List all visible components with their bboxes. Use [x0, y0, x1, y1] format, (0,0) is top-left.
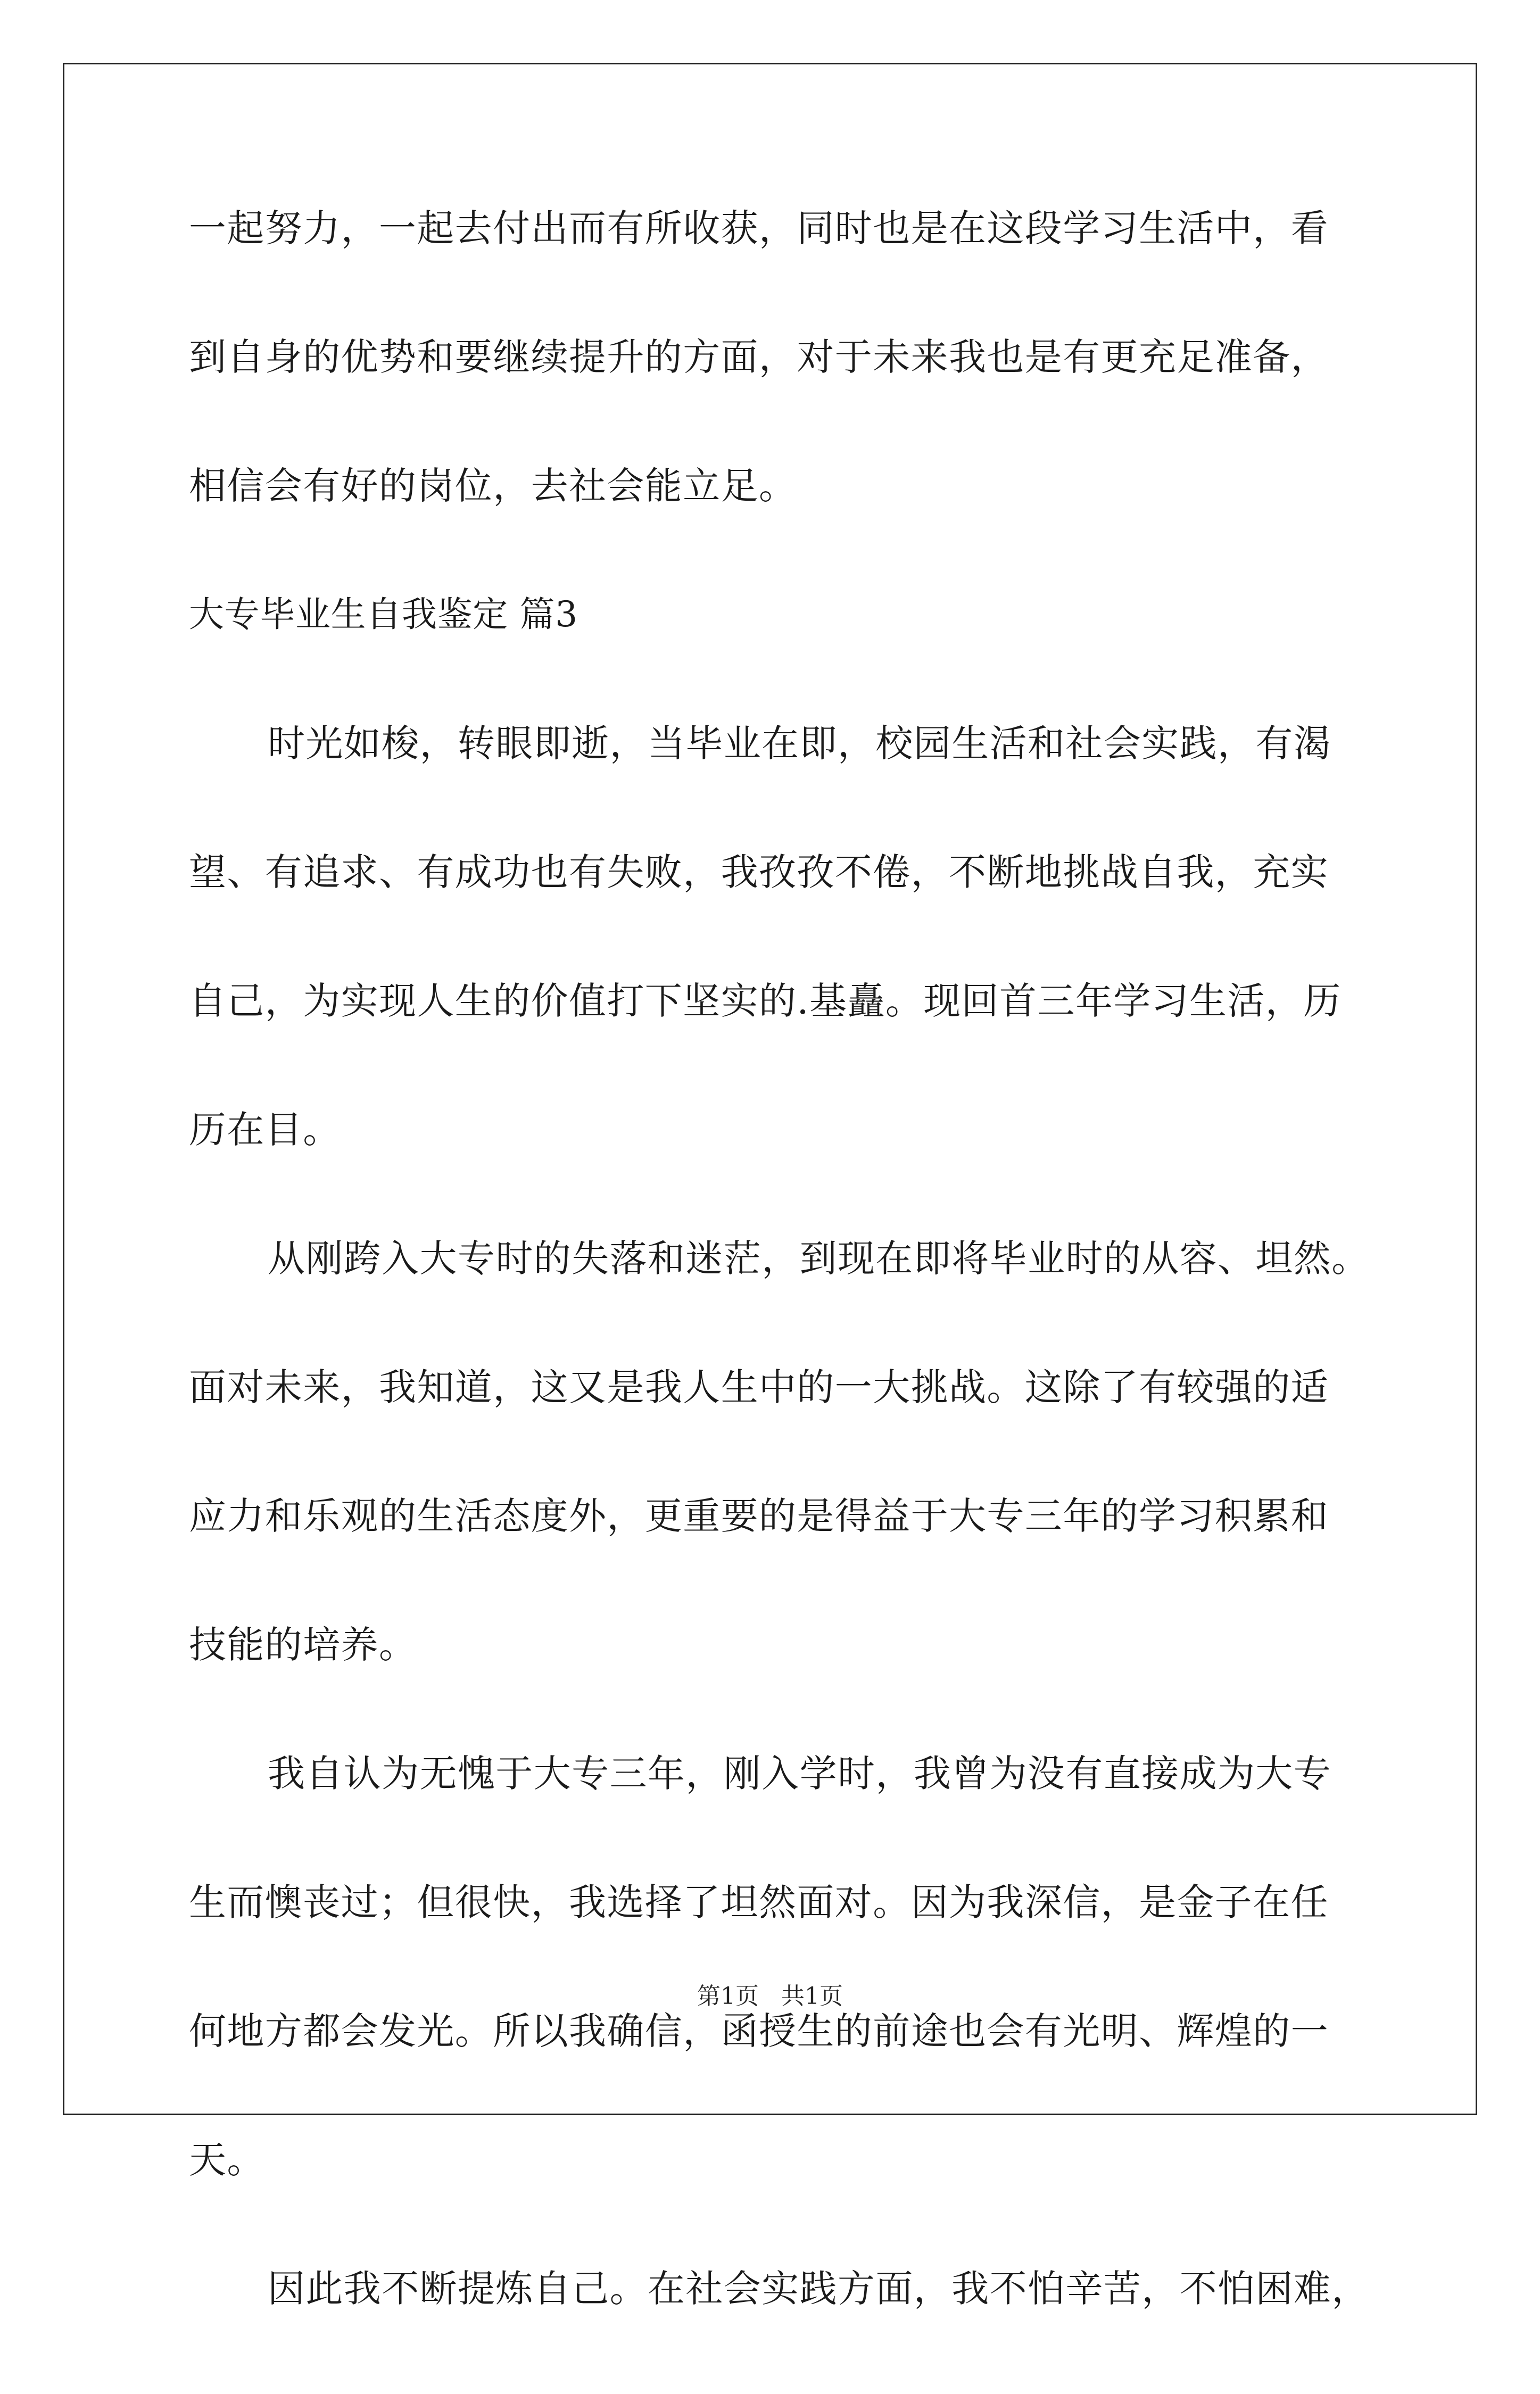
section-heading: 大专毕业生自我鉴定 篇3 [189, 594, 578, 635]
document-body [189, 205, 1370, 2394]
paragraph-3-line-3: 何地方都会发光。所以我确信，函授生的前途也会有光明、辉煌的一 [189, 2009, 1329, 2053]
paragraph-2-line-4: 技能的培养。 [189, 1623, 417, 1667]
paragraph-1-line-3: 自己，为实现人生的价值打下坚实的.基矗。现回首三年学习生活，历 [189, 979, 1342, 1023]
page-footer: 第1页 共1页 [697, 1983, 843, 2010]
paragraph-2-line-2: 面对未来，我知道，这又是我人生中的一大挑战。这除了有较强的适 [189, 1365, 1329, 1409]
paragraph-3-line-4: 天。 [189, 2138, 265, 2182]
paragraph-4-line-1: 因此我不断提炼自己。在社会实践方面，我不怕辛苦，不怕困难， [268, 2267, 1370, 2310]
text-line-1: 一起努力，一起去付出而有所收获，同时也是在这段学习生活中，看 [189, 206, 1329, 250]
paragraph-2-line-1: 从刚跨入大专时的失落和迷茫，到现在即将毕业时的从容、坦然。 [268, 1237, 1370, 1280]
text-line-2: 到自身的优势和要继续提升的方面，对于未来我也是有更充足准备， [189, 335, 1329, 379]
paragraph-3-line-2: 生而懊丧过；但很快，我选择了坦然面对。因为我深信，是金子在任 [189, 1881, 1329, 1924]
paragraph-1-line-1: 时光如梭，转眼即逝，当毕业在即，校园生活和社会实践，有渴 [268, 722, 1332, 765]
paragraph-2-line-3: 应力和乐观的生活态度外，更重要的是得益于大专三年的学习积累和 [189, 1494, 1329, 1538]
paragraph-1-line-4: 历在目。 [189, 1108, 341, 1152]
paragraph-3-line-1: 我自认为无愧于大专三年，刚入学时，我曾为没有直接成为大专 [268, 1752, 1332, 1795]
text-line-3: 相信会有好的岗位，去社会能立足。 [189, 464, 797, 508]
paragraph-1-line-2: 望、有追求、有成功也有失败，我孜孜不倦，不断地挑战自我，充实 [189, 850, 1329, 894]
